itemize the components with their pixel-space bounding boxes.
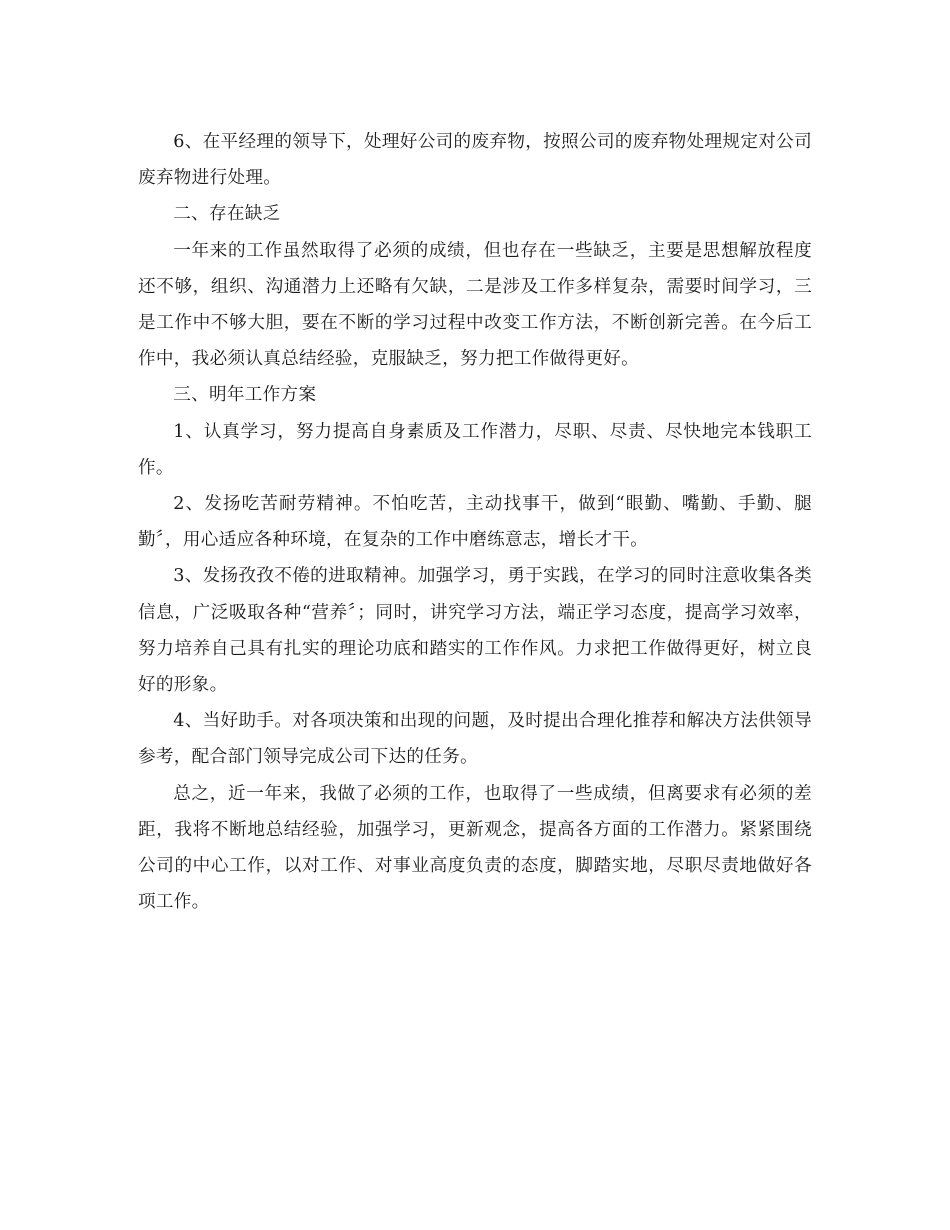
paragraph-plan-item-1: 1、认真学习，努力提高自身素质及工作潜力，尽职、尽责、尽快地完本钱职工作。 — [138, 421, 812, 478]
paragraph-shortcomings: 一年来的工作虽然取得了必须的成绩，但也存在一些缺乏，主要是思想解放程度还不够，组织、沟通潜力上还略有欠缺，二是涉及工作多样复杂，需要时间学习，三是工作中不够大胆，要在不断的学习过程中改变工作方法，不断创新完善。在今后工作中，我必须认真总结经验，克服缺乏，努力把工作做得更好。 — [138, 240, 812, 370]
paragraph-plan-item-4: 4、当好助手。对各项决策和出现的问题，及时提出合理化推荐和解决方法供领导参考，配合部门领导完成公司下达的任务。 — [138, 711, 812, 768]
section-heading-shortcomings: 二、存在缺乏 — [173, 204, 281, 225]
document-body — [138, 124, 812, 920]
section-heading-next-year-plan: 三、明年工作方案 — [173, 385, 317, 406]
paragraph-waste-disposal: 6、在平经理的领导下，处理好公司的废弃物，按照公司的废弃物处理规定对公司废弃物进行处理。 — [138, 132, 812, 189]
paragraph-plan-item-3: 3、发扬孜孜不倦的进取精神。加强学习，勇于实践，在学习的同时注意收集各类信息，广泛吸取各种“营养〞；同时，讲究学习方法，端正学习态度，提高学习效率，努力培养自己具有扎实的理论功底和踏实的工作作风。力求把工作做得更好，树立良好的形象。 — [138, 566, 812, 696]
paragraph-conclusion: 总之，近一年来，我做了必须的工作，也取得了一些成绩，但离要求有必须的差距，我将不断地总结经验，加强学习，更新观念，提高各方面的工作潜力。紧紧围绕公司的中心工作，以对工作、对事业高度负责的态度，脚踏实地，尽职尽责地做好各项工作。 — [138, 783, 812, 913]
paragraph-plan-item-2: 2、发扬吃苦耐劳精神。不怕吃苦，主动找事干，做到“眼勤、嘴勤、手勤、腿勤〞，用心适应各种环境，在复杂的工作中磨练意志，增长才干。 — [138, 494, 812, 551]
